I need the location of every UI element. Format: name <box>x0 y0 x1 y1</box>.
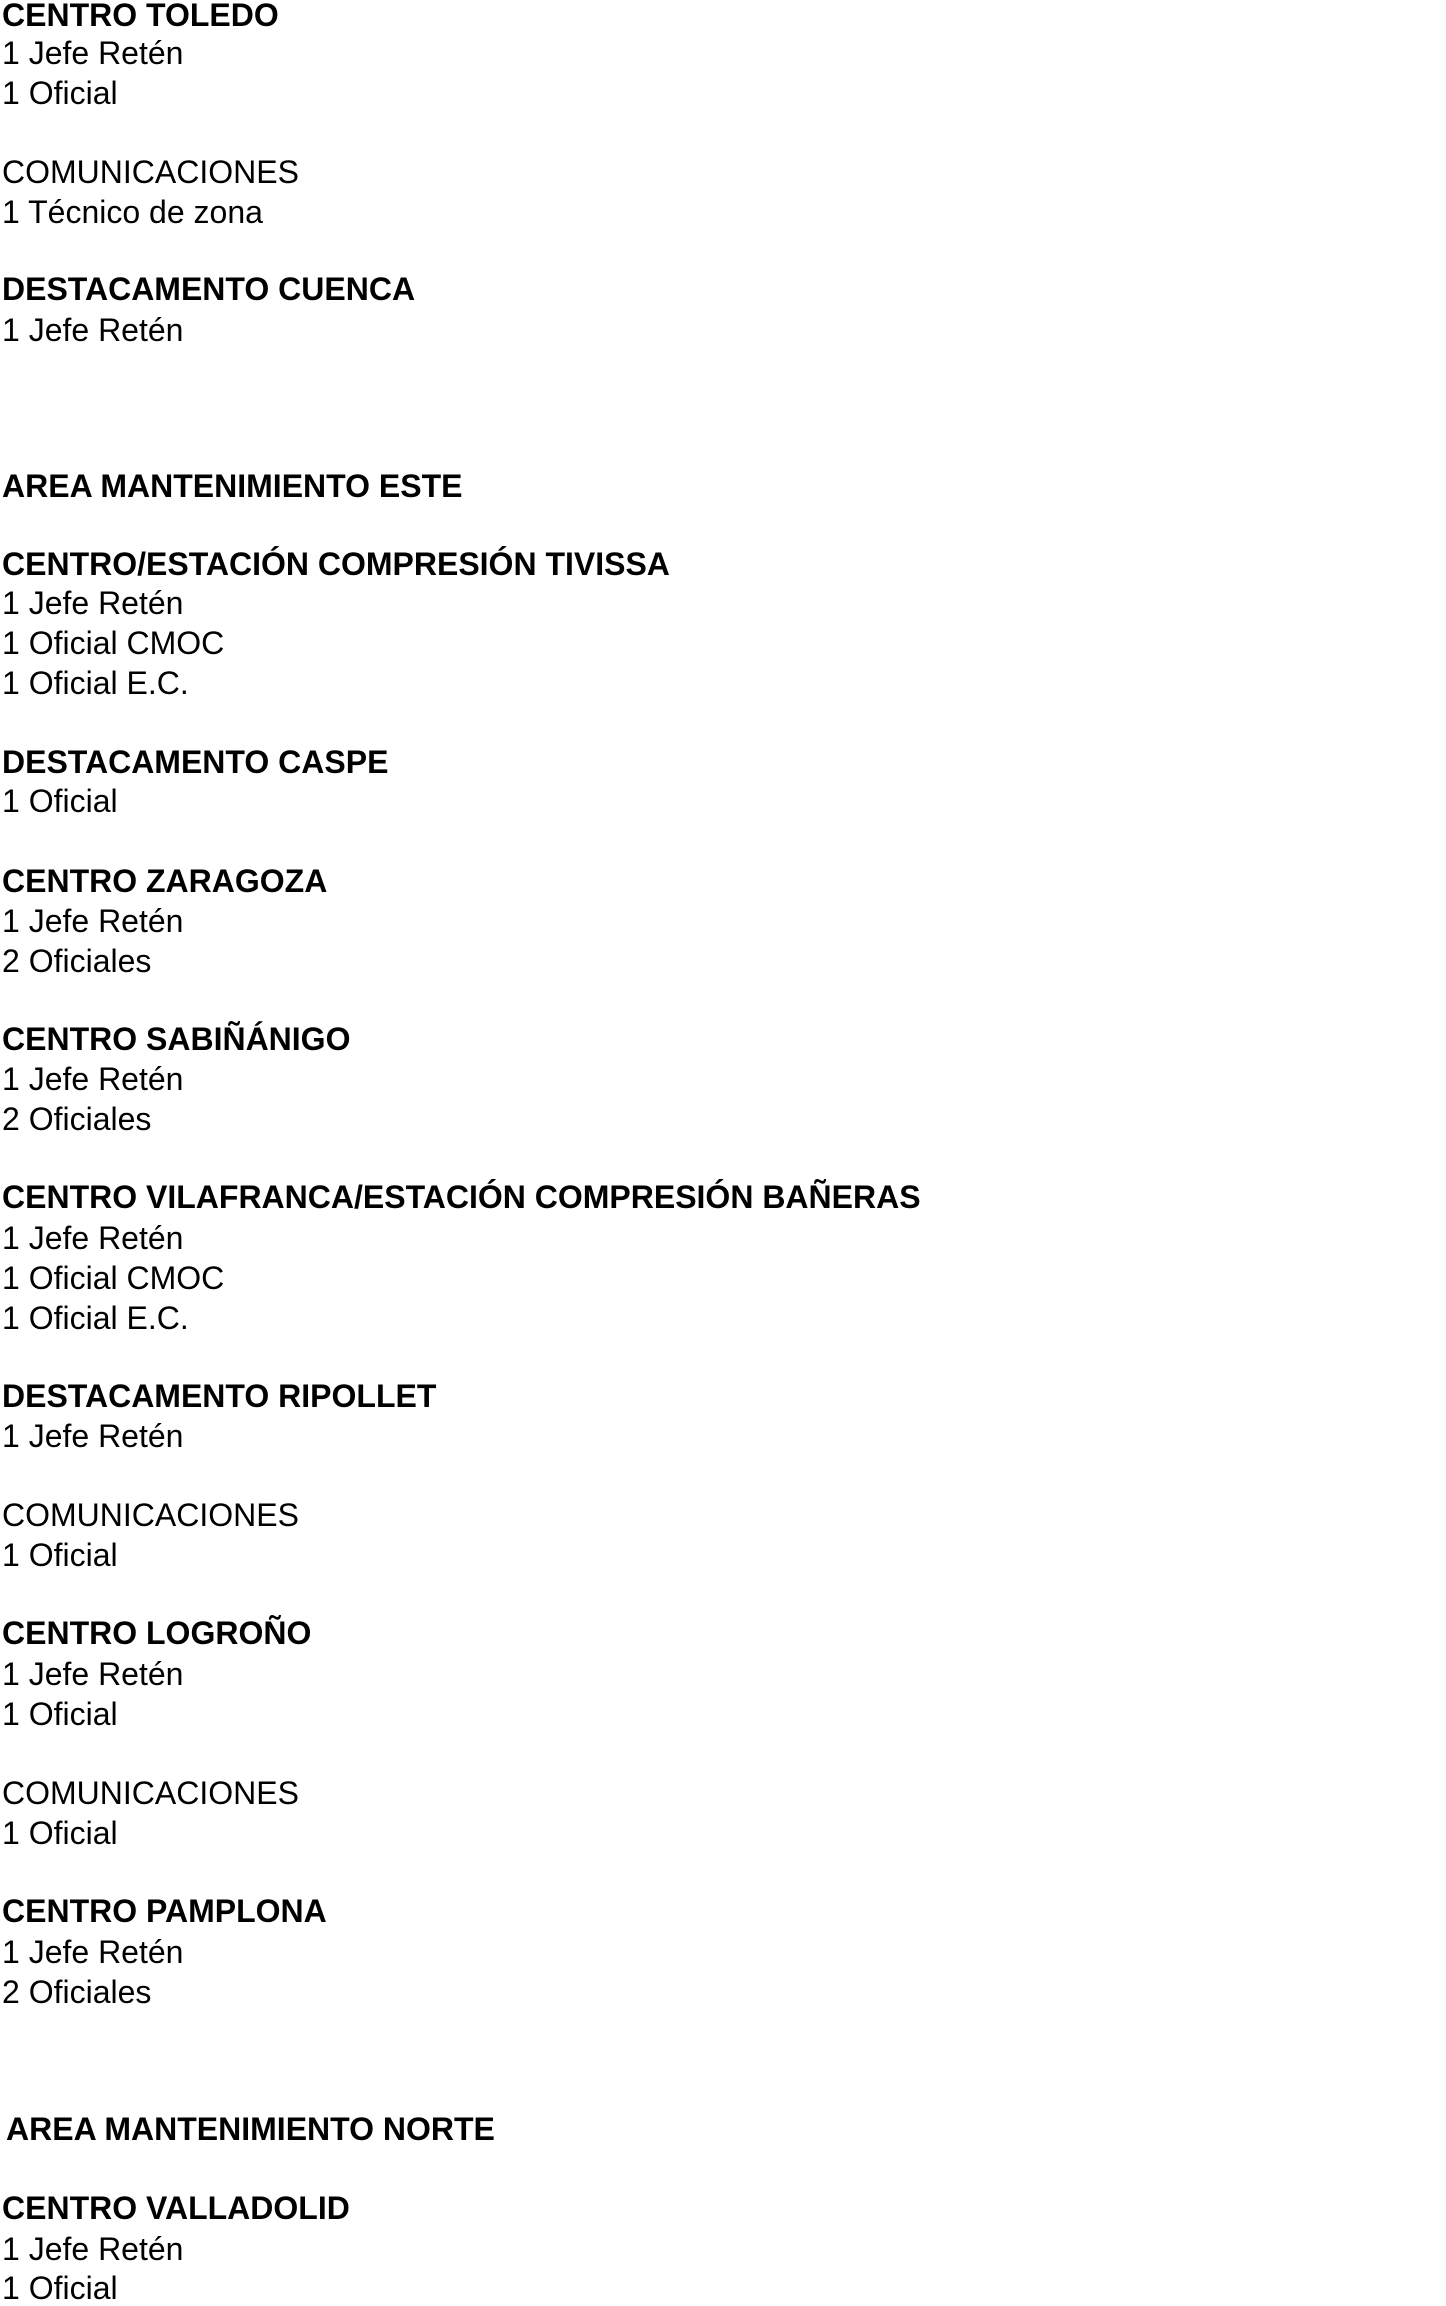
staff-line: 1 Oficial <box>2 1537 118 1573</box>
section-heading: DESTACAMENTO CUENCA <box>2 271 416 307</box>
staff-line: 1 Oficial <box>2 1815 118 1851</box>
staff-line: COMUNICACIONES <box>2 1775 299 1811</box>
staff-line: 1 Jefe Retén <box>2 903 184 939</box>
area-heading: AREA MANTENIMIENTO ESTE <box>2 468 463 504</box>
staff-line: 2 Oficiales <box>2 943 152 979</box>
staff-line: 1 Oficial E.C. <box>2 665 189 701</box>
section-heading: DESTACAMENTO CASPE <box>2 744 389 780</box>
staff-line: 1 Jefe Retén <box>2 312 184 348</box>
staff-line: 2 Oficiales <box>2 1101 152 1137</box>
staff-line: 1 Técnico de zona <box>2 194 263 230</box>
staff-line: 1 Jefe Retén <box>2 1061 184 1097</box>
section-heading: CENTRO/ESTACIÓN COMPRESIÓN TIVISSA <box>2 546 670 582</box>
staff-line: COMUNICACIONES <box>2 154 299 190</box>
staff-line: 1 Oficial <box>2 75 118 111</box>
area-heading: AREA MANTENIMIENTO NORTE <box>6 2111 495 2147</box>
section-heading: CENTRO ZARAGOZA <box>2 863 328 899</box>
section-heading: CENTRO VILAFRANCA/ESTACIÓN COMPRESIÓN BAÑERAS <box>2 1179 921 1215</box>
staff-line: 1 Jefe Retén <box>2 1656 184 1692</box>
staff-line: 1 Jefe Retén <box>2 585 184 621</box>
section-heading: CENTRO SABIÑÁNIGO <box>2 1021 351 1057</box>
staff-line: 1 Jefe Retén <box>2 1220 184 1256</box>
staff-line: 1 Jefe Retén <box>2 35 184 71</box>
staff-line: 1 Oficial <box>2 1696 118 1732</box>
staff-line: 1 Jefe Retén <box>2 1934 184 1970</box>
staff-line: 1 Jefe Retén <box>2 2231 184 2267</box>
staff-line: 1 Oficial CMOC <box>2 625 225 661</box>
staff-line: 1 Oficial <box>2 2270 118 2306</box>
staff-line: 1 Oficial CMOC <box>2 1260 225 1296</box>
section-heading: CENTRO TOLEDO <box>2 0 279 33</box>
section-heading: CENTRO VALLADOLID <box>2 2190 350 2226</box>
staff-line: 1 Jefe Retén <box>2 1418 184 1454</box>
staff-line: COMUNICACIONES <box>2 1497 299 1533</box>
section-heading: CENTRO LOGROÑO <box>2 1615 312 1651</box>
section-heading: CENTRO PAMPLONA <box>2 1893 327 1929</box>
staff-line: 2 Oficiales <box>2 1974 152 2010</box>
staff-line: 1 Oficial E.C. <box>2 1300 189 1336</box>
section-heading: DESTACAMENTO RIPOLLET <box>2 1378 437 1414</box>
staff-line: 1 Oficial <box>2 783 118 819</box>
